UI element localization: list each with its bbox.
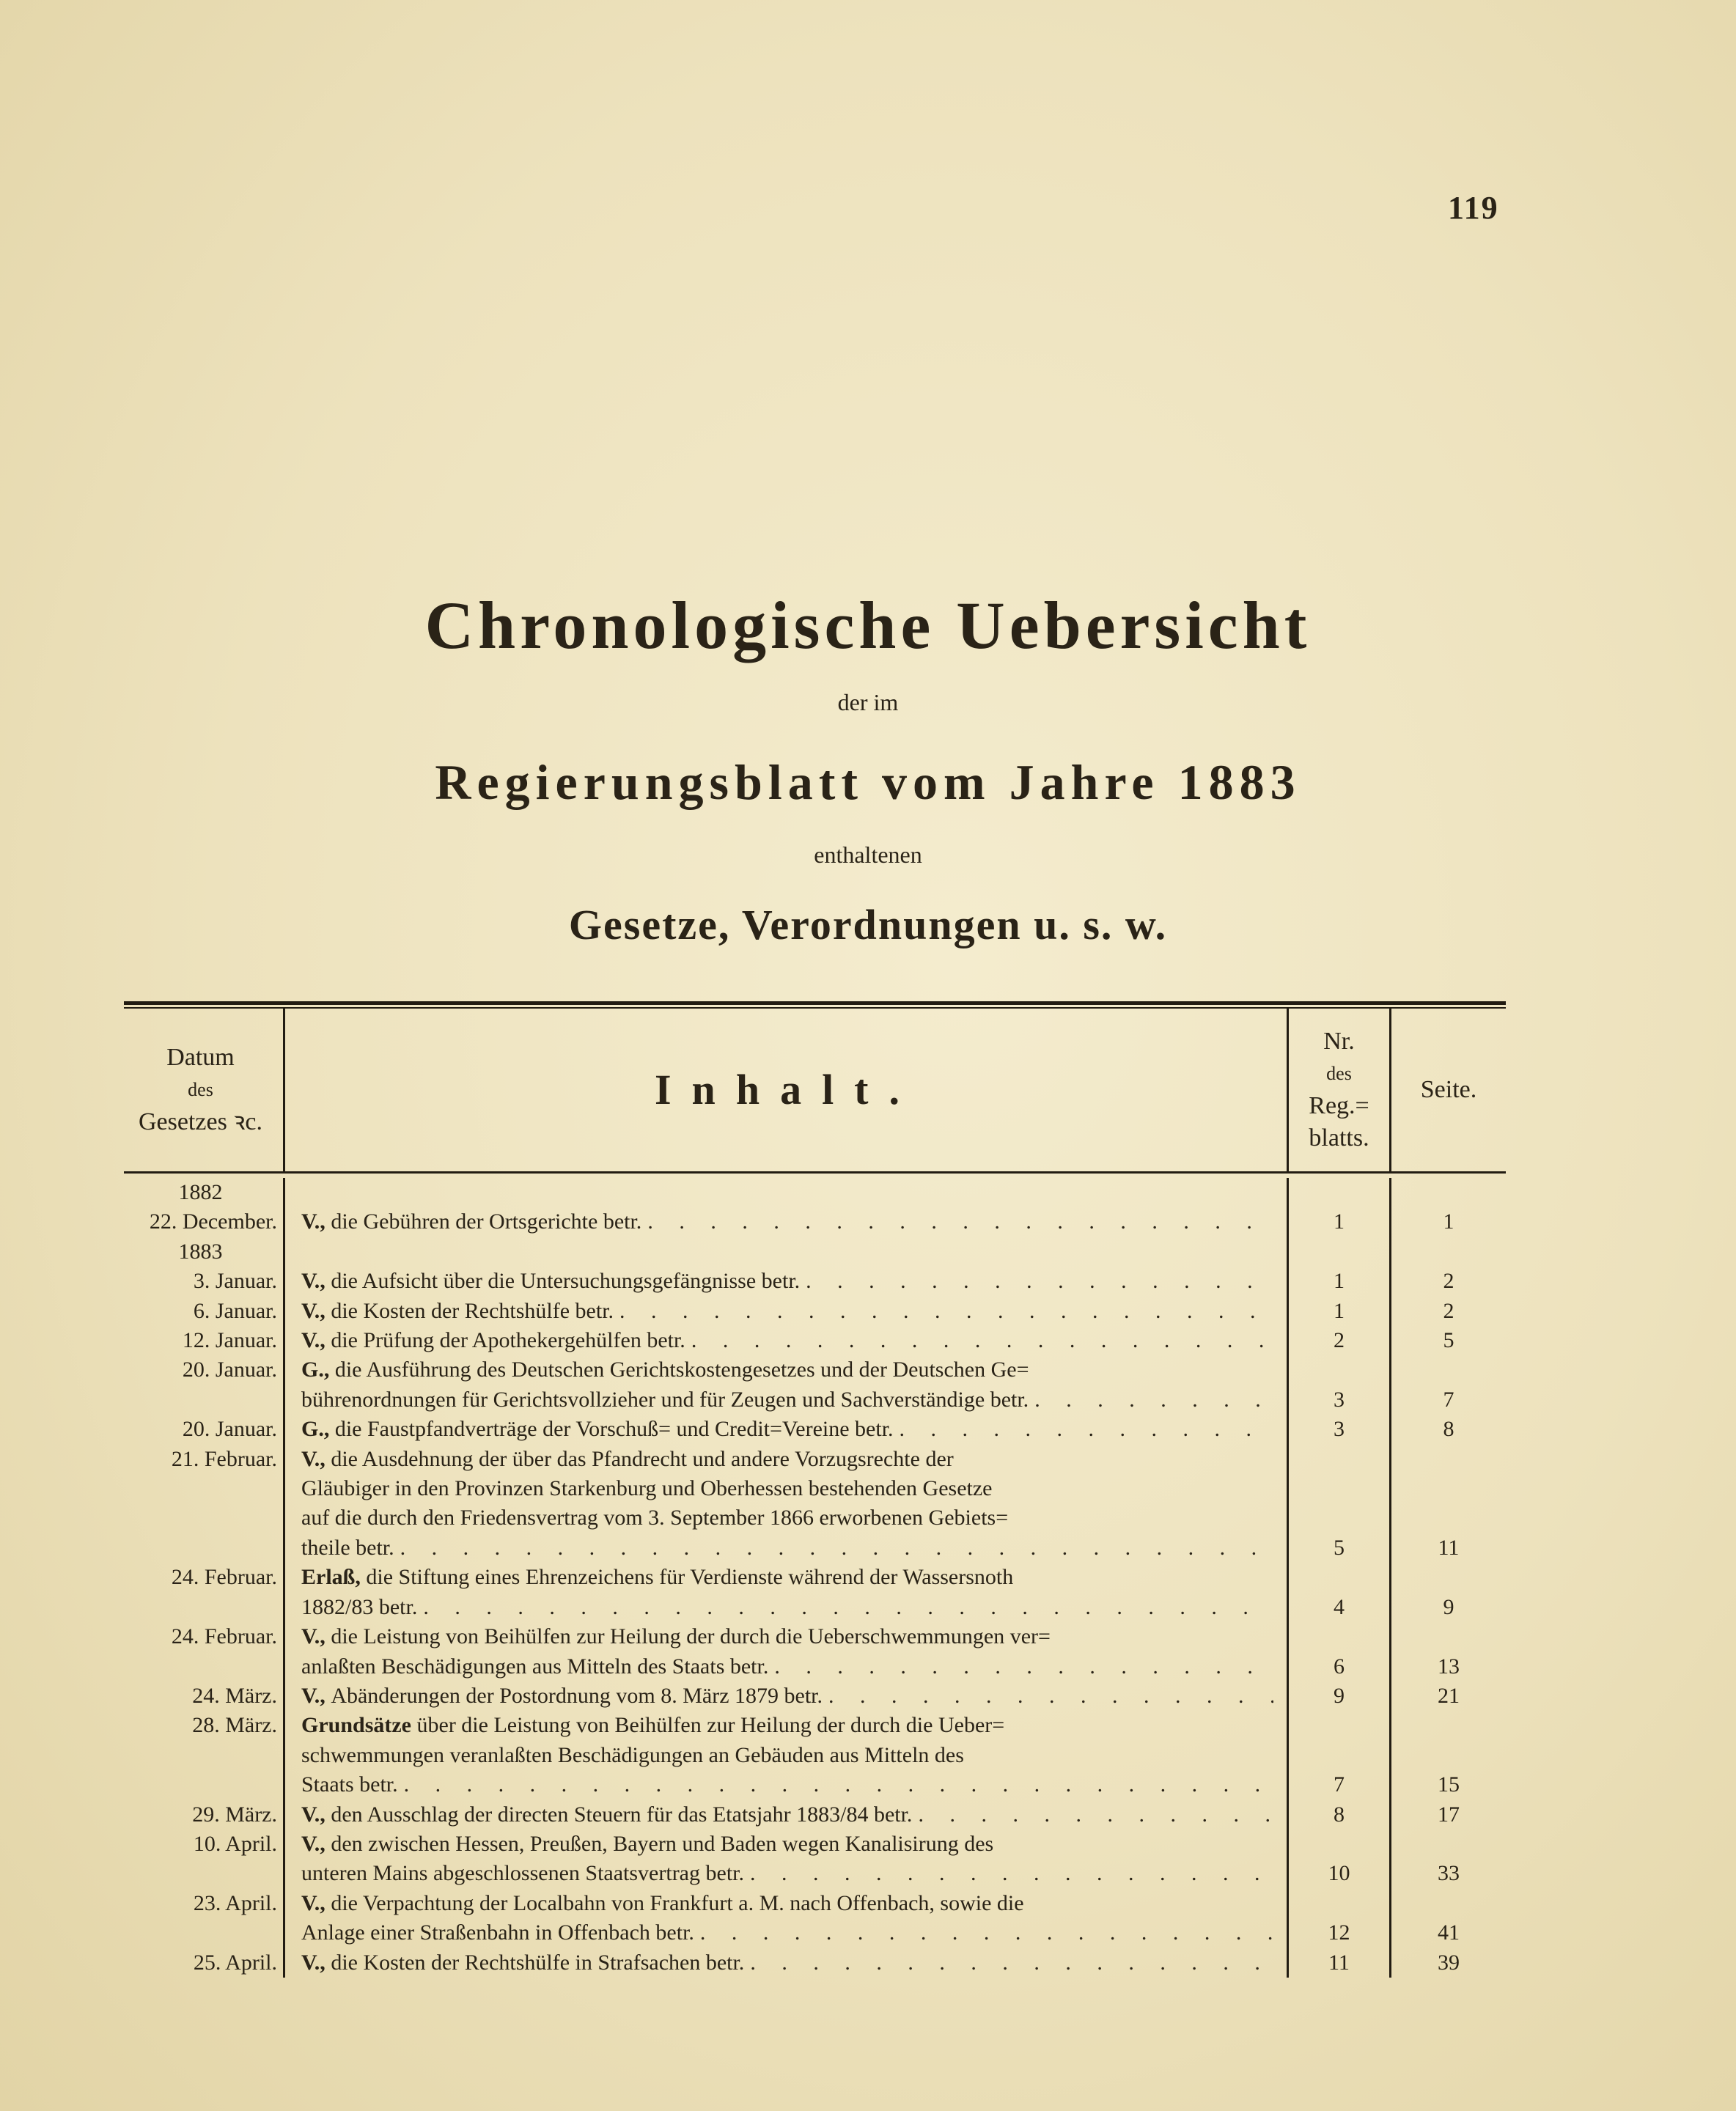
page-ref: 21 xyxy=(1438,1683,1460,1708)
content-line xyxy=(301,1267,1273,1296)
header-content xyxy=(285,1009,1289,1171)
entry-type: V., xyxy=(301,1683,326,1708)
content-text: unteren Mains abgeschlossenen Staatsvertrag betr. xyxy=(301,1861,744,1886)
entry-type: G., xyxy=(301,1417,330,1442)
date-cell xyxy=(124,1563,285,1622)
entry-date: 3. Januar. xyxy=(193,1269,277,1294)
nr-cell xyxy=(1289,1711,1391,1799)
content-cell xyxy=(285,1267,1289,1296)
entry-date: 12. Januar. xyxy=(182,1328,277,1353)
content-line xyxy=(301,1800,1273,1830)
entry-date: 20. Januar. xyxy=(182,1417,277,1442)
content-text: bührenordnungen für Gerichtsvollzieher und für Zeugen und Sachverständige betr. xyxy=(301,1387,1029,1412)
page-ref: 2 xyxy=(1443,1269,1454,1294)
content-text: die Prüfung der Apothekergehülfen betr. xyxy=(331,1328,685,1353)
header-nr-line: blatts. xyxy=(1309,1124,1369,1152)
page-cell xyxy=(1391,1326,1506,1355)
page-title: Chronologische Uebersicht xyxy=(424,588,1312,663)
entry-date: 6. Januar. xyxy=(193,1298,277,1323)
dot-leader xyxy=(750,1859,1273,1888)
header-date xyxy=(124,1009,285,1171)
reg-blatt-number: 12 xyxy=(1328,1920,1350,1945)
reg-blatt-number: 7 xyxy=(1334,1772,1345,1797)
content-text: die Stiftung eines Ehrenzeichens für Verdienste während der Wassersnoth xyxy=(366,1565,1014,1590)
reg-blatt-number: 4 xyxy=(1334,1594,1345,1619)
nr-cell xyxy=(1289,1237,1391,1267)
entry-type: Grundsätze xyxy=(301,1713,411,1738)
dot-leader xyxy=(828,1681,1273,1711)
year-label: 1883 xyxy=(178,1239,223,1264)
content-line xyxy=(301,1889,1273,1918)
page-cell xyxy=(1391,1830,1506,1889)
dot-leader xyxy=(647,1207,1273,1237)
entry-type: V., xyxy=(301,1831,326,1856)
reg-blatt-number: 5 xyxy=(1334,1535,1345,1560)
content-text: 1882/83 betr. xyxy=(301,1594,418,1619)
entry-date: 22. December. xyxy=(149,1209,277,1234)
page-cell xyxy=(1391,1563,1506,1622)
content-text: die Kosten der Rechtshülfe in Strafsachen betr. xyxy=(331,1950,745,1975)
content-line xyxy=(301,1533,1273,1563)
entry-date: 24. März. xyxy=(192,1683,277,1708)
page-ref: 11 xyxy=(1438,1535,1460,1560)
dot-leader xyxy=(423,1593,1273,1622)
reg-blatt-number: 1 xyxy=(1334,1209,1345,1234)
content-text: anlaßten Beschädigungen aus Mitteln des Staats betr. xyxy=(301,1654,769,1679)
dot-leader xyxy=(750,1948,1273,1978)
table-header xyxy=(124,1009,1506,1174)
entry-type: G., xyxy=(301,1357,330,1382)
reg-blatt-number: 8 xyxy=(1334,1802,1345,1827)
content-cell xyxy=(285,1830,1289,1889)
content-line xyxy=(301,1445,1273,1474)
content-text: den zwischen Hessen, Preußen, Bayern und Baden wegen Kanalisirung des xyxy=(331,1831,994,1856)
date-cell xyxy=(124,1445,285,1563)
content-cell xyxy=(285,1800,1289,1830)
content-line xyxy=(301,1355,1273,1385)
content-text: Anlage einer Straßenbahn in Offenbach betr. xyxy=(301,1920,694,1945)
date-cell xyxy=(124,1178,285,1207)
header-date-line: des xyxy=(188,1079,213,1100)
entry-type: V., xyxy=(301,1624,326,1649)
page-cell xyxy=(1391,1445,1506,1563)
dot-leader xyxy=(806,1267,1273,1296)
table-body xyxy=(124,1174,1506,1978)
content-line xyxy=(301,1593,1273,1622)
content-line xyxy=(301,1415,1273,1444)
page-cell xyxy=(1391,1237,1506,1267)
header-page xyxy=(1391,1009,1506,1171)
entry-type: V., xyxy=(301,1890,326,1915)
header-nr-line: des xyxy=(1326,1063,1352,1084)
content-line xyxy=(301,1711,1273,1740)
page-ref: 1 xyxy=(1443,1209,1454,1234)
page-ref: 13 xyxy=(1438,1654,1460,1679)
date-cell xyxy=(124,1326,285,1355)
content-text: schwemmungen veranlaßten Beschädigungen an Gebäuden aus Mitteln des xyxy=(301,1742,964,1767)
entry-type: V., xyxy=(301,1950,326,1975)
nr-cell xyxy=(1289,1622,1391,1681)
content-line xyxy=(301,1770,1273,1799)
entry-date: 20. Januar. xyxy=(182,1357,277,1382)
content-text: auf die durch den Friedensvertrag vom 3. September 1866 erworbenen Gebiets= xyxy=(301,1506,1009,1530)
page-cell xyxy=(1391,1207,1506,1237)
page-cell xyxy=(1391,1800,1506,1830)
content-line xyxy=(301,1503,1273,1533)
title-gesetze: Gesetze, Verordnungen u. s. w. xyxy=(568,901,1168,948)
page-cell xyxy=(1391,1297,1506,1326)
year-label: 1882 xyxy=(178,1180,223,1204)
entry-type: V., xyxy=(301,1802,326,1827)
entry-date: 24. Februar. xyxy=(171,1565,277,1590)
content-cell xyxy=(285,1237,1289,1267)
date-cell xyxy=(124,1297,285,1326)
content-line xyxy=(301,1652,1273,1681)
content-cell xyxy=(285,1178,1289,1207)
subtitle-enthaltenen: enthaltenen xyxy=(814,841,922,868)
content-line xyxy=(301,1948,1273,1978)
nr-cell xyxy=(1289,1681,1391,1711)
date-cell xyxy=(124,1355,285,1415)
nr-cell xyxy=(1289,1326,1391,1355)
page-cell xyxy=(1391,1355,1506,1415)
dot-leader xyxy=(1034,1385,1273,1415)
dot-leader xyxy=(691,1326,1273,1355)
content-text: die Faustpfandverträge der Vorschuß= und Credit=Vereine betr. xyxy=(334,1417,894,1442)
content-text: Abänderungen der Postordnung vom 8. März 1879 betr. xyxy=(331,1683,823,1708)
content-line xyxy=(301,1830,1273,1859)
content-text: die Ausdehnung der über das Pfandrecht und andere Vorzugsrechte der xyxy=(331,1446,954,1471)
page-ref: 8 xyxy=(1443,1417,1454,1442)
date-cell xyxy=(124,1889,285,1948)
nr-cell xyxy=(1289,1297,1391,1326)
nr-cell xyxy=(1289,1445,1391,1563)
content-text: die Kosten der Rechtshülfe betr. xyxy=(331,1298,614,1323)
content-line xyxy=(301,1563,1273,1592)
date-cell xyxy=(124,1415,285,1444)
content-text: über die Leistung von Beihülfen zur Heilung der durch die Ueber= xyxy=(416,1713,1005,1738)
entry-type: V., xyxy=(301,1328,326,1353)
page-ref: 17 xyxy=(1438,1802,1460,1827)
page-ref: 2 xyxy=(1443,1298,1454,1323)
content-cell xyxy=(285,1297,1289,1326)
reg-blatt-number: 1 xyxy=(1334,1298,1345,1323)
header-nr-line: Nr. xyxy=(1323,1028,1355,1055)
content-text: die Leistung von Beihülfen zur Heilung der durch die Ueberschwemmungen ver= xyxy=(331,1624,1051,1649)
page-cell xyxy=(1391,1711,1506,1799)
content-cell xyxy=(285,1711,1289,1799)
date-cell xyxy=(124,1681,285,1711)
reg-blatt-number: 11 xyxy=(1328,1950,1350,1975)
nr-cell xyxy=(1289,1948,1391,1978)
nr-cell xyxy=(1289,1415,1391,1444)
entry-type: V., xyxy=(301,1446,326,1471)
entry-date: 23. April. xyxy=(193,1890,277,1915)
header-content-label: Inhalt. xyxy=(654,1066,920,1113)
nr-cell xyxy=(1289,1267,1391,1296)
page-cell xyxy=(1391,1622,1506,1681)
entry-date: 29. März. xyxy=(192,1802,277,1827)
content-line xyxy=(301,1741,1273,1770)
content-text: Staats betr. xyxy=(301,1772,398,1797)
content-cell xyxy=(285,1326,1289,1355)
dot-leader xyxy=(918,1800,1273,1830)
nr-cell xyxy=(1289,1355,1391,1415)
title-regierungsblatt: Regierungsblatt vom Jahre 1883 xyxy=(435,754,1301,810)
content-cell xyxy=(285,1948,1289,1978)
entry-date: 10. April. xyxy=(193,1831,277,1856)
content-line xyxy=(301,1474,1273,1503)
content-line xyxy=(301,1297,1273,1326)
date-cell xyxy=(124,1622,285,1681)
content-cell xyxy=(285,1415,1289,1444)
content-line xyxy=(301,1859,1273,1888)
nr-cell xyxy=(1289,1889,1391,1948)
reg-blatt-number: 2 xyxy=(1334,1328,1345,1353)
content-cell xyxy=(285,1889,1289,1948)
content-line xyxy=(301,1326,1273,1355)
reg-blatt-number: 10 xyxy=(1328,1861,1350,1886)
date-cell xyxy=(124,1948,285,1978)
reg-blatt-number: 6 xyxy=(1334,1654,1345,1679)
dot-leader xyxy=(400,1533,1273,1563)
page-ref: 5 xyxy=(1443,1328,1454,1353)
entry-type: V., xyxy=(301,1209,326,1234)
page-ref: 7 xyxy=(1443,1387,1454,1412)
date-cell xyxy=(124,1207,285,1237)
content-text: die Verpachtung der Localbahn von Frankfurt a. M. nach Offenbach, sowie die xyxy=(331,1890,1024,1915)
date-cell xyxy=(124,1267,285,1296)
content-cell xyxy=(285,1681,1289,1711)
header-date-line: Datum xyxy=(166,1044,235,1071)
dot-leader xyxy=(900,1415,1273,1444)
content-line xyxy=(301,1918,1273,1948)
reg-blatt-number: 1 xyxy=(1334,1269,1345,1294)
entry-date: 24. Februar. xyxy=(171,1624,277,1649)
content-text: die Ausführung des Deutschen Gerichtskostengesetzes und der Deutschen Ge= xyxy=(334,1357,1029,1382)
content-text: Gläubiger in den Provinzen Starkenburg und Oberhessen bestehenden Gesetze xyxy=(301,1476,993,1501)
page-ref: 9 xyxy=(1443,1594,1454,1619)
nr-cell xyxy=(1289,1207,1391,1237)
entry-type: V., xyxy=(301,1269,326,1294)
content-line xyxy=(301,1385,1273,1415)
chronology-table xyxy=(124,1001,1506,1978)
content-cell xyxy=(285,1355,1289,1415)
header-date-line: Gesetzes ꝛc. xyxy=(138,1108,263,1135)
header-page-label: Seite. xyxy=(1420,1076,1477,1103)
nr-cell xyxy=(1289,1830,1391,1889)
dot-leader xyxy=(700,1918,1273,1948)
table-top-rule xyxy=(124,1001,1506,1009)
page-number: 119 xyxy=(1448,190,1499,226)
page-cell xyxy=(1391,1415,1506,1444)
content-text: die Gebühren der Ortsgerichte betr. xyxy=(331,1209,642,1234)
content-line xyxy=(301,1622,1273,1651)
dot-leader xyxy=(619,1297,1273,1326)
content-cell xyxy=(285,1563,1289,1622)
page-cell xyxy=(1391,1681,1506,1711)
subtitle-der-im: der im xyxy=(837,689,899,715)
page-cell xyxy=(1391,1178,1506,1207)
entry-date: 28. März. xyxy=(192,1713,277,1738)
page-cell xyxy=(1391,1267,1506,1296)
page-ref: 15 xyxy=(1438,1772,1460,1797)
content-text: die Aufsicht über die Untersuchungsgefängnisse betr. xyxy=(331,1269,801,1294)
content-cell xyxy=(285,1445,1289,1563)
dot-leader xyxy=(404,1770,1273,1799)
date-cell xyxy=(124,1830,285,1889)
header-nr xyxy=(1289,1009,1391,1171)
reg-blatt-number: 9 xyxy=(1334,1683,1345,1708)
nr-cell xyxy=(1289,1800,1391,1830)
page-cell xyxy=(1391,1889,1506,1948)
entry-date: 25. April. xyxy=(193,1950,277,1975)
date-cell xyxy=(124,1800,285,1830)
dot-leader xyxy=(774,1652,1273,1681)
content-text: den Ausschlag der directen Steuern für das Etatsjahr 1883/84 betr. xyxy=(331,1802,913,1827)
page-ref: 39 xyxy=(1438,1950,1460,1975)
nr-cell xyxy=(1289,1178,1391,1207)
date-cell xyxy=(124,1237,285,1267)
content-cell xyxy=(285,1207,1289,1237)
page-cell xyxy=(1391,1948,1506,1978)
reg-blatt-number: 3 xyxy=(1334,1387,1345,1412)
entry-type: V., xyxy=(301,1298,326,1323)
entry-date: 21. Februar. xyxy=(171,1446,277,1471)
content-line xyxy=(301,1207,1273,1237)
content-line xyxy=(301,1681,1273,1711)
page-ref: 41 xyxy=(1438,1920,1460,1945)
reg-blatt-number: 3 xyxy=(1334,1417,1345,1442)
entry-type: Erlaß, xyxy=(301,1565,361,1590)
content-text: theile betr. xyxy=(301,1535,394,1560)
nr-cell xyxy=(1289,1563,1391,1622)
page-ref: 33 xyxy=(1438,1861,1460,1886)
content-cell xyxy=(285,1622,1289,1681)
header-nr-line: Reg.= xyxy=(1309,1092,1369,1119)
date-cell xyxy=(124,1711,285,1799)
